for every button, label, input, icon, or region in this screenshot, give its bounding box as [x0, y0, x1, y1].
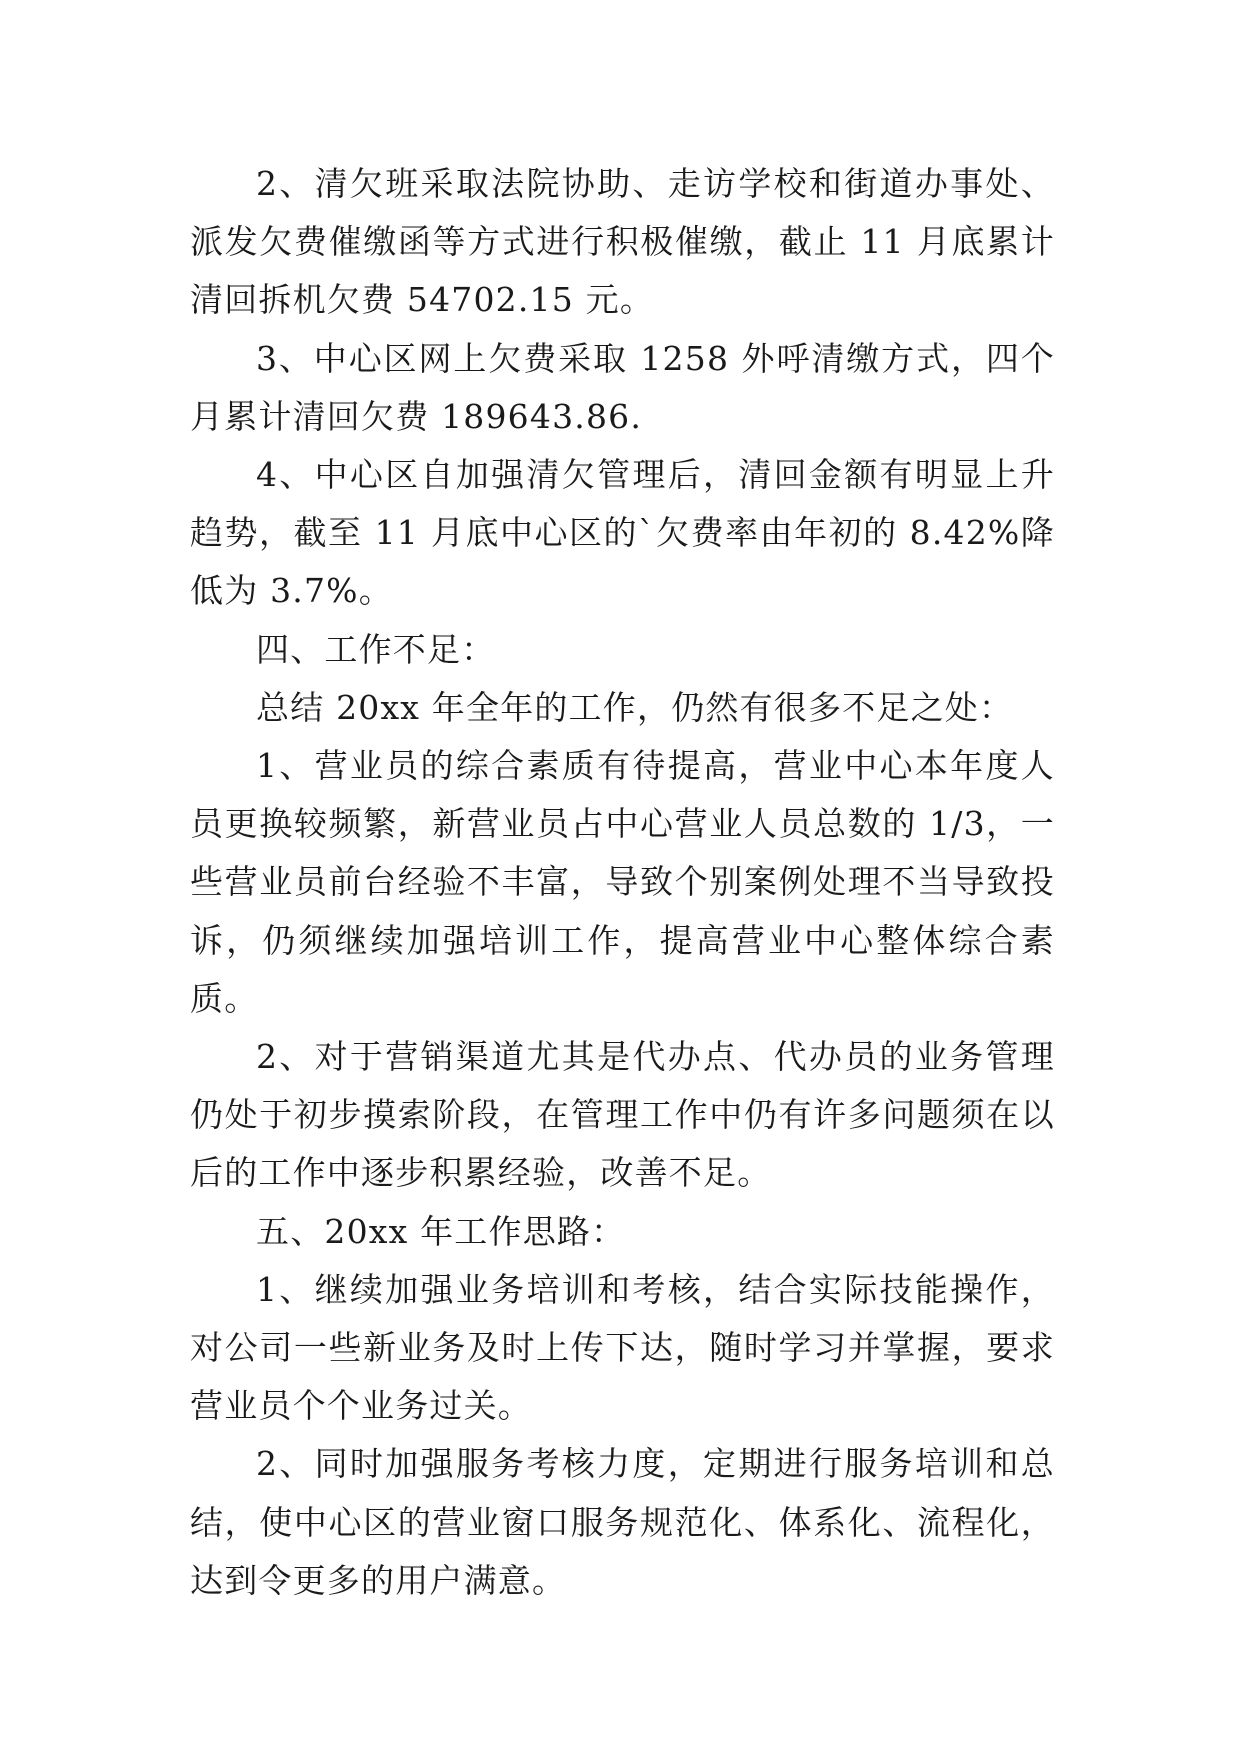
- paragraph-staff-quality: 1、营业员的综合素质有待提高，营业中心本年度人员更换较频繁，新营业员占中心营业人员总数的 1/3，一些营业员前台经验不丰富，导致个别案例处理不当导致投诉，仍须继续加强培训工作，提高营业中心整体综合素质。: [190, 746, 1055, 1018]
- paragraph-channel-management: 2、对于营销渠道尤其是代办点、代办员的业务管理仍处于初步摸索阶段，在管理工作中仍有许多问题须在以后的工作中逐步积累经验，改善不足。: [190, 1037, 1055, 1193]
- document-body: [190, 155, 1055, 1610]
- paragraph-debt-collection-class: 2、清欠班采取法院协助、走访学校和街道办事处、派发欠费催缴函等方式进行积极催缴，截止 11 月底累计清回拆机欠费 54702.15 元。: [190, 164, 1055, 320]
- paragraph-training: 1、继续加强业务培训和考核，结合实际技能操作，对公司一些新业务及时上传下达，随时学习并掌握，要求营业员个个业务过关。: [190, 1269, 1055, 1426]
- section-heading-work-plan: 五、20xx 年工作思路：: [256, 1211, 626, 1251]
- paragraph-service-assessment: 2、同时加强服务考核力度，定期进行服务培训和总结，使中心区的营业窗口服务规范化、体系化、流程化，达到令更多的用户满意。: [190, 1444, 1055, 1600]
- paragraph-online-arrears: 3、中心区网上欠费采取 1258 外呼清缴方式，四个月累计清回欠费 189643.86.: [190, 338, 1055, 436]
- paragraph-summary-intro: 总结 20xx 年全年的工作，仍然有很多不足之处：: [256, 687, 1014, 727]
- section-heading-shortcomings: 四、工作不足：: [256, 629, 496, 669]
- paragraph-arrears-rate: 4、中心区自加强清欠管理后，清回金额有明显上升趋势，截至 11 月底中心区的`欠费率由年初的 8.42%降低为 3.7%。: [190, 455, 1055, 611]
